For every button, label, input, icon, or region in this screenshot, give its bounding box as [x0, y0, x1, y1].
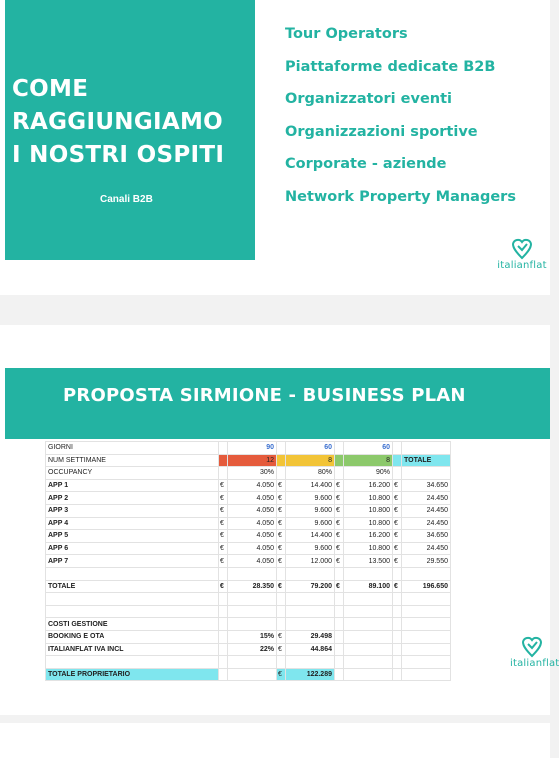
row-label: GIORNI [46, 442, 219, 455]
cell: € [277, 630, 286, 643]
cell: 24.450 [402, 492, 451, 505]
channel-item: Organizzatori eventi [285, 91, 453, 107]
cell: € [277, 542, 286, 555]
channel-list [285, 22, 516, 217]
channel-item: Piattaforme dedicate B2B [285, 58, 496, 75]
channel-item: Corporate - aziende [285, 156, 447, 172]
cell: € [277, 517, 286, 530]
table-row [46, 517, 451, 530]
channel-item: Organizzazioni sportive [285, 123, 478, 140]
italianflat-logo [496, 236, 548, 271]
slide-title: PROPOSTA SIRMIONE - BUSINESS PLAN [63, 385, 466, 406]
table-row-empty [46, 605, 451, 618]
cell: € [335, 530, 344, 543]
channel-item: Network Property Managers [285, 188, 516, 205]
cell: 4.050 [228, 492, 277, 505]
cell: € [393, 492, 402, 505]
cell: 4.050 [228, 530, 277, 543]
cell: € [335, 479, 344, 492]
cell: 12.000 [286, 555, 335, 568]
cell: 60 [344, 442, 393, 455]
row-label: APP 7 [46, 555, 219, 568]
cell: € [219, 530, 228, 543]
cell: € [393, 530, 402, 543]
table-row [46, 555, 451, 568]
cell: € [277, 643, 286, 656]
table-row-totale [46, 580, 451, 593]
table-row [46, 643, 451, 656]
slide-subtitle: Canali B2B [100, 194, 153, 205]
logo-text: italianflat [510, 658, 559, 669]
table-row-empty [46, 567, 451, 580]
cell: € [335, 542, 344, 555]
title-banner [5, 368, 550, 439]
row-label: APP 5 [46, 530, 219, 543]
table-row [46, 542, 451, 555]
row-label: APP 2 [46, 492, 219, 505]
cell: € [219, 492, 228, 505]
slide-title: COME RAGGIUNGIAMO I NOSTRI OSPITI [12, 76, 225, 168]
cell: 10.800 [344, 492, 393, 505]
cell: € [219, 580, 228, 593]
cell: € [277, 492, 286, 505]
cell: 89.100 [344, 580, 393, 593]
cell: 34.650 [402, 530, 451, 543]
cell: 44.864 [286, 643, 335, 656]
row-label: TOTALE PROPRIETARIO [46, 668, 219, 681]
cell: 16.200 [344, 479, 393, 492]
cell: 14.400 [286, 479, 335, 492]
heart-pin-icon [511, 236, 533, 260]
table-row [46, 630, 451, 643]
cell: 22% [228, 643, 277, 656]
next-slide-partial [0, 723, 550, 758]
cell: 24.450 [402, 517, 451, 530]
table-row [46, 504, 451, 517]
cell: 9.600 [286, 504, 335, 517]
row-label: APP 3 [46, 504, 219, 517]
table-row [46, 530, 451, 543]
cell: 4.050 [228, 479, 277, 492]
totale-header: TOTALE [402, 454, 451, 467]
cell: € [219, 542, 228, 555]
cell: 9.600 [286, 517, 335, 530]
row-label: APP 4 [46, 517, 219, 530]
cell: € [277, 580, 286, 593]
cell: € [393, 542, 402, 555]
cell: 10.800 [344, 517, 393, 530]
cell: 15% [228, 630, 277, 643]
table-row [46, 618, 451, 631]
cell: € [335, 504, 344, 517]
cell: € [219, 504, 228, 517]
cell: € [219, 555, 228, 568]
cell: 4.050 [228, 517, 277, 530]
cell: € [393, 580, 402, 593]
cell: 4.050 [228, 542, 277, 555]
cell: 8 [286, 454, 335, 467]
cell: € [393, 479, 402, 492]
cell: € [393, 517, 402, 530]
cell: 12 [228, 454, 277, 467]
cell: 30% [228, 467, 277, 480]
business-plan-table [45, 441, 451, 681]
table-row [46, 454, 451, 467]
row-label: NUM SETTIMANE [46, 454, 219, 467]
row-label: APP 1 [46, 479, 219, 492]
row-label: APP 6 [46, 542, 219, 555]
cell: 79.200 [286, 580, 335, 593]
cell: 24.450 [402, 504, 451, 517]
cell: € [393, 504, 402, 517]
cell: 196.650 [402, 580, 451, 593]
row-label: TOTALE [46, 580, 219, 593]
cell: € [219, 517, 228, 530]
cell: 122.289 [286, 668, 335, 681]
cell: € [277, 504, 286, 517]
cell: 10.800 [344, 542, 393, 555]
cell: 29.498 [286, 630, 335, 643]
slide-canali-b2b [0, 0, 550, 295]
logo-text: italianflat [497, 260, 547, 271]
heart-pin-icon [521, 634, 543, 658]
cell: € [335, 517, 344, 530]
row-label: COSTI GESTIONE [46, 618, 219, 631]
cell: 10.800 [344, 504, 393, 517]
cell: 16.200 [344, 530, 393, 543]
row-label: ITALIANFLAT IVA INCL [46, 643, 219, 656]
cell: € [393, 555, 402, 568]
slide-business-plan [0, 325, 559, 715]
cell: 4.050 [228, 555, 277, 568]
italianflat-logo [510, 634, 559, 669]
cell: 90 [228, 442, 277, 455]
cell: 4.050 [228, 504, 277, 517]
table-row-empty [46, 656, 451, 669]
table-row-proprietario [46, 668, 451, 681]
cell: 8 [344, 454, 393, 467]
channel-item: Tour Operators [285, 26, 408, 42]
cell: € [277, 479, 286, 492]
table-row [46, 479, 451, 492]
table-row [46, 467, 451, 480]
cell: 60 [286, 442, 335, 455]
cell: 24.450 [402, 542, 451, 555]
cell: € [335, 555, 344, 568]
table-row-empty [46, 593, 451, 606]
cell: 9.600 [286, 492, 335, 505]
row-label: OCCUPANCY [46, 467, 219, 480]
cell: 28.350 [228, 580, 277, 593]
cell: 29.550 [402, 555, 451, 568]
cell: € [277, 668, 286, 681]
cell: 9.600 [286, 542, 335, 555]
cell: € [277, 530, 286, 543]
cell: 14.400 [286, 530, 335, 543]
cell: 80% [286, 467, 335, 480]
cell: € [335, 492, 344, 505]
cell: € [335, 580, 344, 593]
cell: € [277, 555, 286, 568]
cell: 13.500 [344, 555, 393, 568]
cell: 34.650 [402, 479, 451, 492]
table-row [46, 492, 451, 505]
cell: € [219, 479, 228, 492]
row-label: BOOKING E OTA [46, 630, 219, 643]
slide-gap [0, 295, 550, 325]
table-row [46, 442, 451, 455]
cell: 90% [344, 467, 393, 480]
